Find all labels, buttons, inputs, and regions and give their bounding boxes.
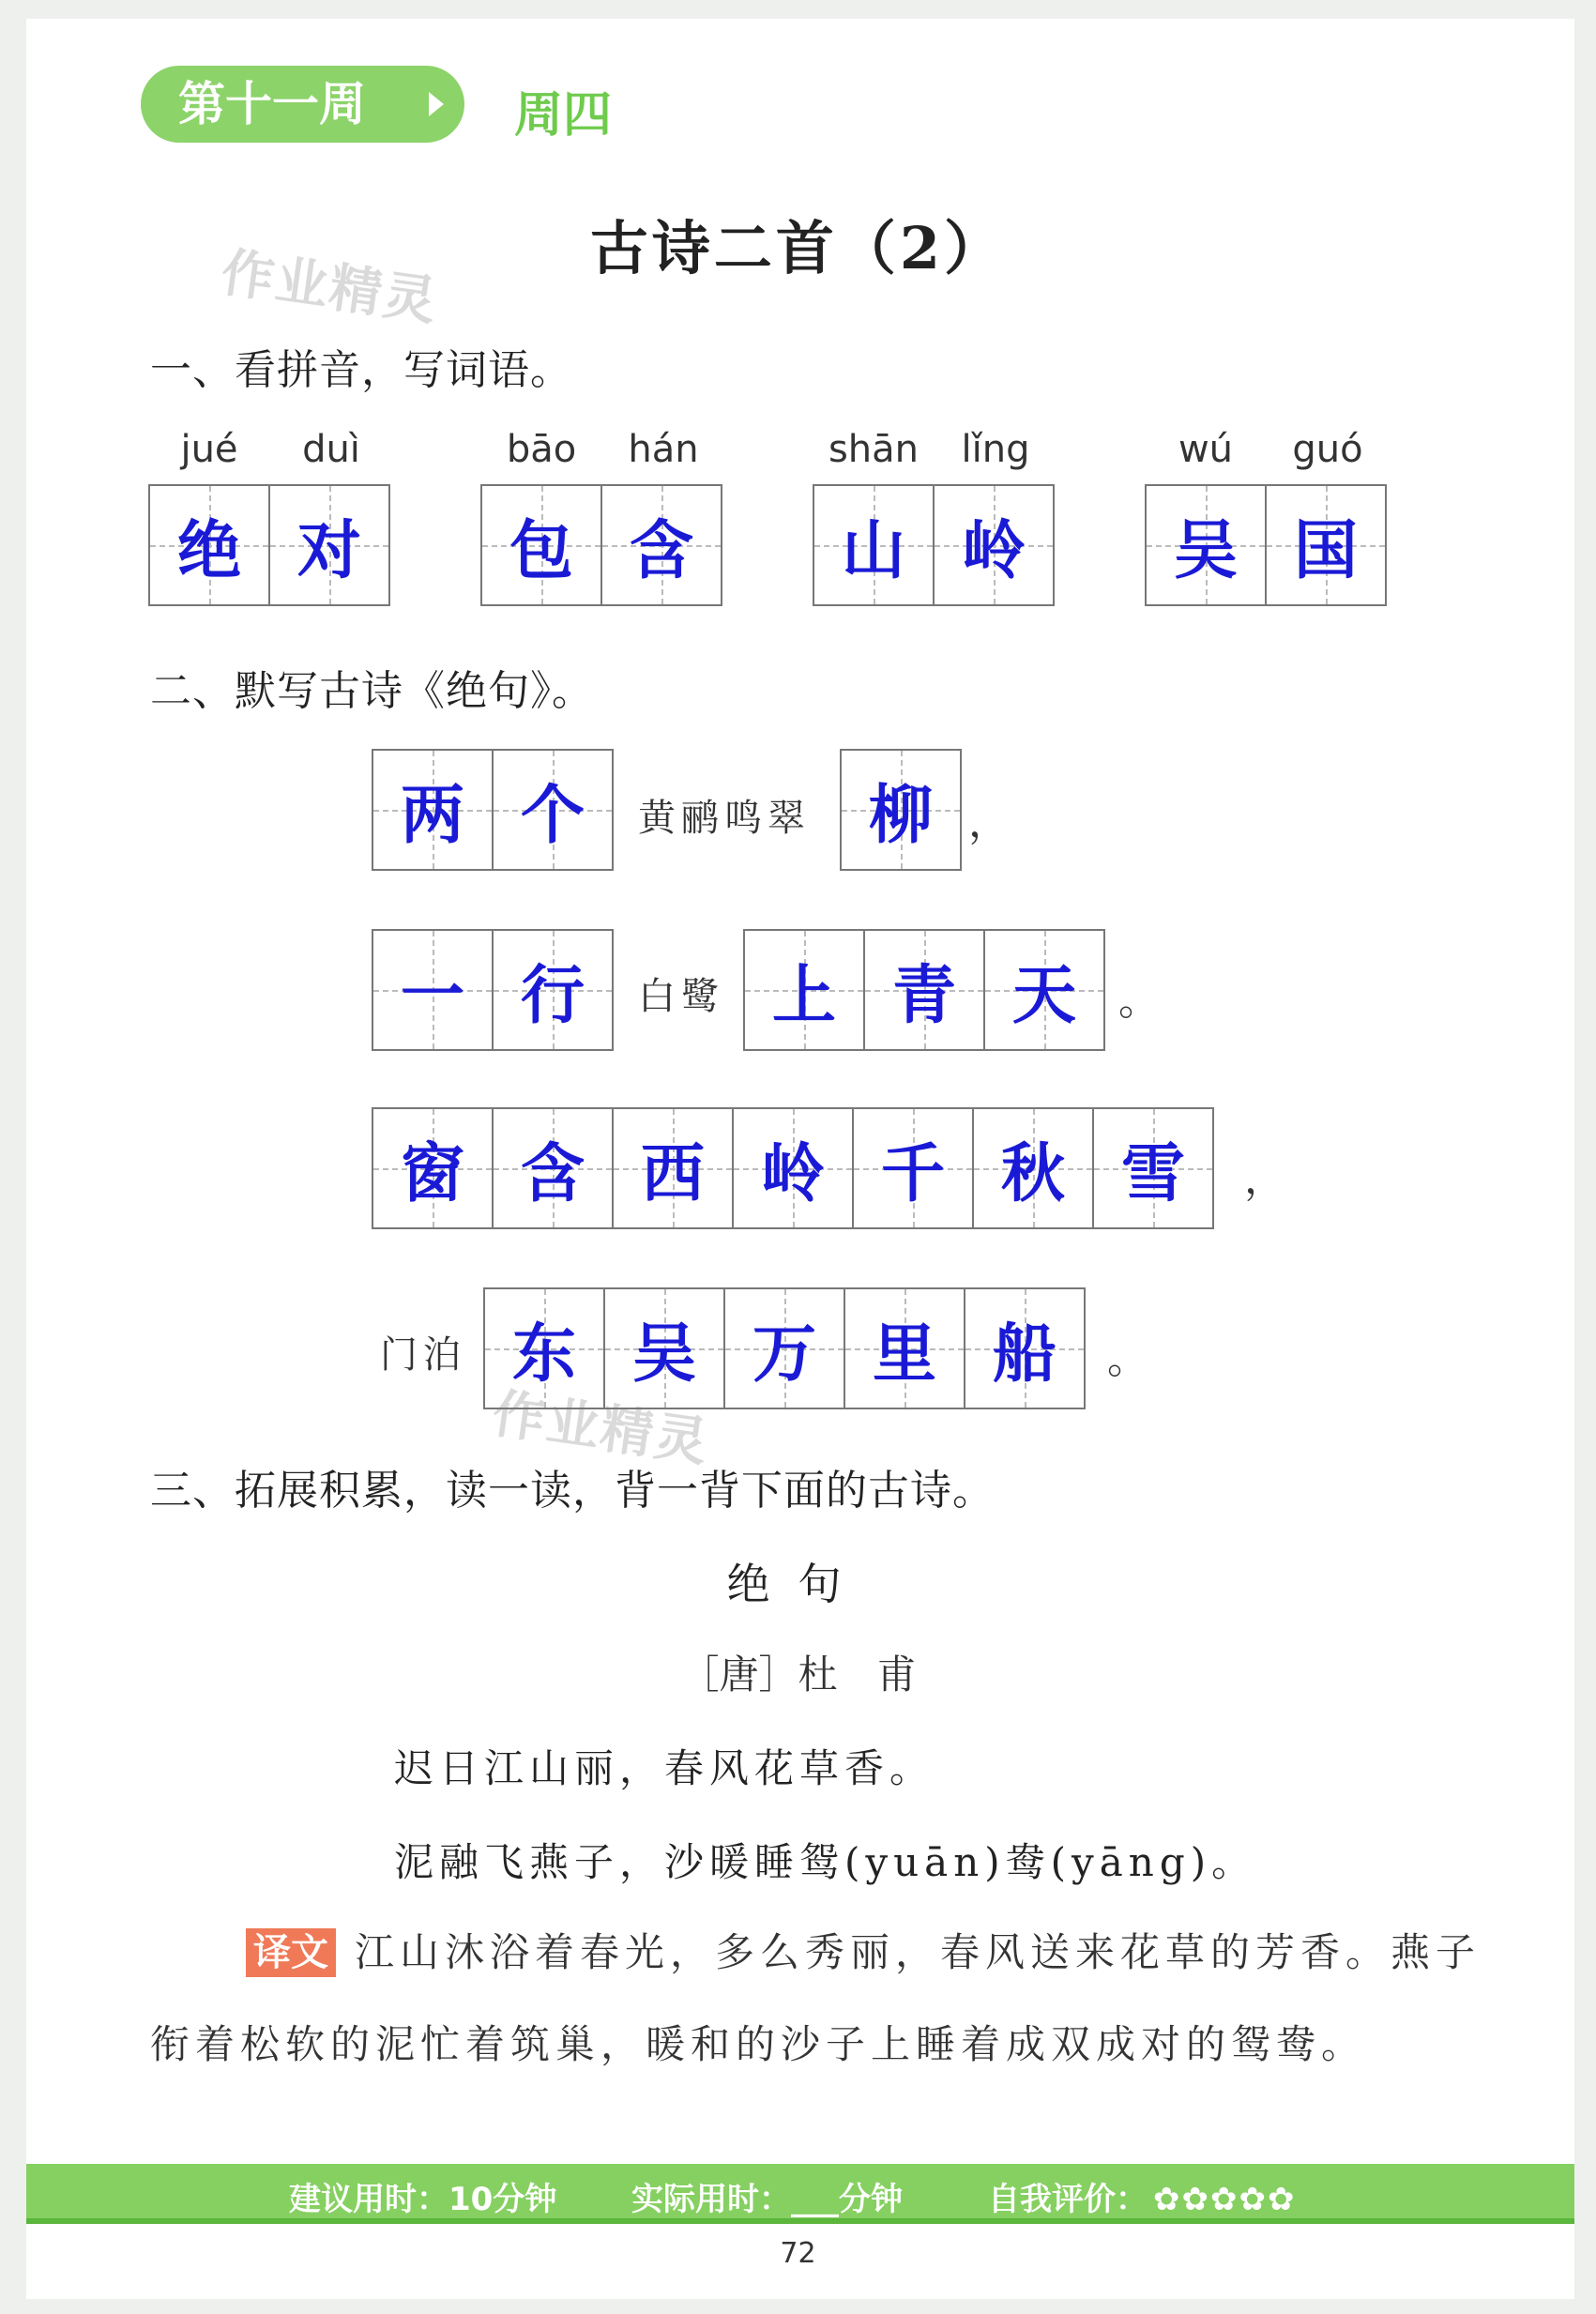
pinyin-label: jué <box>180 428 238 471</box>
tianzige-cell[interactable] <box>1265 484 1387 606</box>
section-3-heading: 三、拓展积累，读一读，背一背下面的古诗。 <box>150 1467 995 1515</box>
handwritten-char: 国 <box>1293 512 1358 588</box>
answer-grid <box>372 749 614 871</box>
watermark: 作业精灵 <box>488 1383 713 1474</box>
answer-grid <box>148 484 390 606</box>
handwritten-char: 青 <box>891 957 956 1033</box>
actual-time: 实际用时：___分钟 <box>631 2181 903 2218</box>
tianzige-cell[interactable] <box>972 1107 1094 1229</box>
handwritten-char: 一 <box>400 957 464 1033</box>
pinyin-label: wú <box>1178 428 1234 471</box>
tianzige-cell[interactable] <box>372 929 494 1051</box>
handwritten-char: 山 <box>841 512 905 588</box>
tianzige-cell[interactable] <box>492 929 614 1051</box>
flower-star-icon[interactable]: ✿ <box>1153 2181 1180 2218</box>
tianzige-cell[interactable] <box>732 1107 854 1229</box>
tianzige-cell[interactable] <box>813 484 935 606</box>
tianzige-cell[interactable] <box>492 749 614 871</box>
handwritten-char: 岭 <box>760 1135 825 1211</box>
tianzige-cell[interactable] <box>492 1107 614 1229</box>
punctuation: ， <box>968 799 1010 846</box>
poem-line: 泥融飞燕子，沙暖睡鸳(yuān)鸯(yāng)。 <box>394 1839 1257 1885</box>
handwritten-char: 天 <box>1011 957 1076 1033</box>
tianzige-cell[interactable] <box>840 749 962 871</box>
tianzige-cell[interactable] <box>483 1287 605 1409</box>
handwritten-char: 柳 <box>868 777 933 853</box>
page-title: 古诗二首（2） <box>589 214 1007 282</box>
flower-star-icon[interactable]: ✿ <box>1181 2181 1208 2218</box>
handwritten-char: 东 <box>511 1316 576 1392</box>
arrow-right-icon <box>429 92 444 116</box>
pinyin-label: guó <box>1292 428 1363 471</box>
rating-stars[interactable] <box>1153 2181 1297 2218</box>
poem-text: 黄鹂鸣翠 <box>638 797 811 840</box>
handwritten-char: 万 <box>752 1316 816 1392</box>
page-number: 72 <box>780 2237 816 2270</box>
tianzige-cell[interactable] <box>372 749 494 871</box>
tianzige-cell[interactable] <box>603 1287 725 1409</box>
handwritten-char: 岭 <box>961 512 1026 588</box>
answer-grid <box>372 929 614 1051</box>
answer-grid <box>1145 484 1387 606</box>
poem-author: ［唐］杜 甫 <box>679 1652 917 1697</box>
flower-star-icon[interactable]: ✿ <box>1268 2181 1295 2218</box>
watermark: 作业精灵 <box>217 242 442 333</box>
tianzige-cell[interactable] <box>983 929 1105 1051</box>
handwritten-char: 包 <box>509 512 573 588</box>
tianzige-cell[interactable] <box>480 484 602 606</box>
poem-text: 白鹭 <box>638 975 724 1018</box>
section-2-heading: 二、默写古诗《绝句》。 <box>150 667 594 715</box>
handwritten-char: 含 <box>520 1135 585 1211</box>
answer-grid <box>483 1287 1086 1409</box>
tianzige-cell[interactable] <box>844 1287 965 1409</box>
tianzige-cell[interactable] <box>600 484 722 606</box>
handwritten-char: 千 <box>880 1135 945 1211</box>
punctuation: ， <box>1244 1155 1285 1203</box>
answer-grid <box>743 929 1105 1051</box>
tianzige-cell[interactable] <box>268 484 390 606</box>
handwritten-char: 窗 <box>400 1135 464 1211</box>
translation-tag: 译文 <box>246 1928 336 1977</box>
handwritten-char: 秋 <box>1000 1135 1065 1211</box>
week-label: 第十一周 <box>178 77 366 131</box>
punctuation: 。 <box>1107 1335 1148 1383</box>
tianzige-cell[interactable] <box>933 484 1055 606</box>
tianzige-cell[interactable] <box>148 484 270 606</box>
handwritten-char: 绝 <box>176 512 241 588</box>
tianzige-cell[interactable] <box>1145 484 1267 606</box>
flower-star-icon[interactable]: ✿ <box>1210 2181 1238 2218</box>
tianzige-cell[interactable] <box>612 1107 734 1229</box>
poem-line: 迟日江山丽，春风花草香。 <box>394 1745 935 1791</box>
tianzige-cell[interactable] <box>372 1107 494 1229</box>
handwritten-char: 船 <box>992 1316 1056 1392</box>
handwritten-char: 对 <box>296 512 361 588</box>
poem-text: 门泊 <box>380 1333 466 1377</box>
section-1-heading: 一、看拼音，写词语。 <box>150 346 572 394</box>
answer-grid <box>372 1107 1214 1229</box>
answer-grid <box>840 749 962 871</box>
pinyin-label: hán <box>628 428 699 471</box>
pinyin-label: shān <box>828 428 920 471</box>
flower-star-icon[interactable]: ✿ <box>1239 2181 1266 2218</box>
translation-line: 衔着松软的泥忙着筑巢，暖和的沙子上睡着成双成对的鸳鸯。 <box>150 2021 1367 2067</box>
day-label: 周四 <box>514 87 613 144</box>
answer-grid <box>480 484 722 606</box>
tianzige-cell[interactable] <box>863 929 985 1051</box>
handwritten-char: 吴 <box>1173 512 1238 588</box>
handwritten-char: 雪 <box>1120 1135 1185 1211</box>
handwritten-char: 行 <box>520 957 585 1033</box>
handwritten-char: 上 <box>771 957 836 1033</box>
handwritten-char: 西 <box>640 1135 705 1211</box>
answer-grid <box>813 484 1055 606</box>
pinyin-label: bāo <box>506 428 577 471</box>
week-badge <box>141 66 464 143</box>
handwritten-char: 里 <box>872 1316 936 1392</box>
tianzige-cell[interactable] <box>723 1287 845 1409</box>
tianzige-cell[interactable] <box>1092 1107 1214 1229</box>
punctuation: 。 <box>1118 977 1160 1025</box>
tianzige-cell[interactable] <box>852 1107 974 1229</box>
pinyin-label: lǐng <box>961 428 1030 471</box>
pinyin-label: duì <box>302 428 360 471</box>
tianzige-cell[interactable] <box>964 1287 1086 1409</box>
footer-bar <box>26 2164 1574 2224</box>
handwritten-char: 个 <box>520 777 585 853</box>
translation-line: 江山沐浴着春光，多么秀丽，春风送来花草的芳香。燕子 <box>355 1929 1482 1975</box>
tianzige-cell[interactable] <box>743 929 865 1051</box>
self-evaluation-label: 自我评价： <box>988 2181 1148 2218</box>
suggested-time: 建议用时：10分钟 <box>289 2181 557 2218</box>
self-evaluation <box>988 2173 1297 2219</box>
handwritten-char: 含 <box>629 512 693 588</box>
handwritten-char: 吴 <box>631 1316 696 1392</box>
poem-title: 绝句 <box>726 1559 870 1609</box>
handwritten-char: 两 <box>400 777 464 853</box>
